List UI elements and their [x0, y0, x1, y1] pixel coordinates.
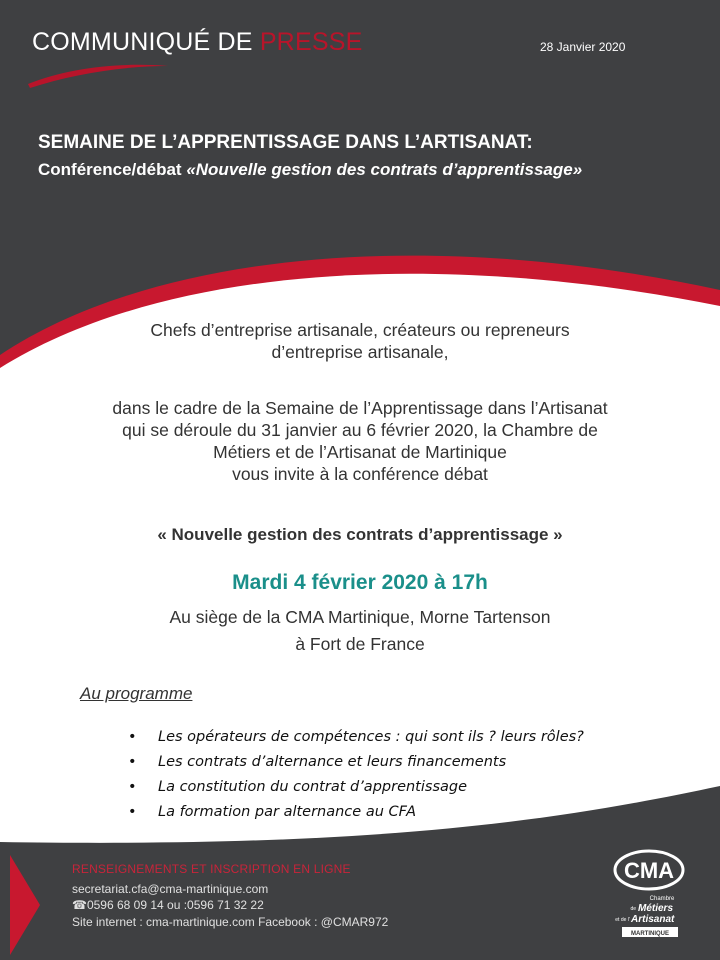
release-date: 28 Janvier 2020: [540, 40, 626, 54]
contact-email[interactable]: secretariat.cfa@cma-martinique.com: [72, 882, 269, 896]
list-item: [128, 726, 584, 751]
contact-phone: [72, 898, 264, 912]
logo-small-de: de: [630, 906, 636, 912]
heading-part-presse: PRESSE: [259, 28, 363, 56]
phone-icon: ☎: [72, 898, 87, 912]
list-item: [128, 801, 584, 826]
program-item-text: Les opérateurs de compétences : qui sont ils ? leurs rôles?: [158, 729, 584, 745]
headline-title: SEMAINE DE L’APPRENTISSAGE DANS L’ARTISANAT:: [38, 132, 533, 153]
subtitle-italic: «Nouvelle gestion des contrats d’apprentissage»: [186, 160, 583, 179]
contact-website-facebook[interactable]: Site internet : cma-martinique.com Facebook : @CMAR972: [72, 915, 389, 929]
heading-swoosh-decoration: [28, 58, 168, 88]
bullet-icon: •: [128, 729, 137, 745]
logo-line-chambre: Chambre: [649, 896, 675, 902]
list-item: [128, 751, 584, 776]
program-list: [128, 726, 584, 826]
list-item: [128, 776, 584, 801]
logo-mark: CMA: [623, 858, 675, 883]
program-item-text: Les contrats d’alternance et leurs financements: [158, 754, 507, 770]
logo-line-martinique: MARTINIQUE: [631, 931, 669, 937]
phone-numbers: 0596 68 09 14 ou :0596 71 32 22: [86, 898, 264, 912]
intro-line: Chefs d’entreprise artisanale, créateurs ou repreneurs: [150, 320, 570, 340]
bullet-icon: •: [128, 779, 137, 795]
play-triangle-decoration: [10, 855, 40, 955]
bullet-icon: •: [128, 804, 137, 820]
logo-small-etde: et de l’: [615, 917, 630, 923]
body-line: qui se déroule du 31 janvier au 6 février 2020, la Chambre de: [122, 420, 598, 440]
heading-part-communique: COMMUNIQUÉ DE: [32, 28, 260, 56]
conference-title: « Nouvelle gestion des contrats d’apprentissage »: [157, 525, 563, 544]
logo-line-artisanat: Artisanat: [631, 914, 675, 925]
logo-line-metiers: Métiers: [638, 903, 674, 914]
event-date: Mardi 4 février 2020 à 17h: [232, 571, 488, 594]
intro-line: d’entreprise artisanale,: [271, 342, 449, 362]
footer-info-label: RENSEIGNEMENTS ET INSCRIPTION EN LIGNE: [72, 862, 351, 876]
body-line: vous invite à la conférence débat: [232, 464, 488, 484]
cma-logo: [608, 848, 690, 940]
press-release-heading: [32, 28, 362, 57]
location-line: Au siège de la CMA Martinique, Morne Tartenson: [169, 607, 551, 627]
program-title: Au programme: [80, 684, 193, 703]
bullet-icon: •: [128, 754, 137, 770]
subtitle-prefix: Conférence/débat: [38, 160, 187, 179]
program-item-text: La constitution du contrat d’apprentissage: [158, 779, 468, 795]
intro-paragraph: [0, 319, 720, 363]
event-location: [0, 604, 720, 658]
body-paragraph: [0, 397, 720, 485]
program-item-text: La formation par alternance au CFA: [158, 804, 417, 820]
location-line: à Fort de France: [295, 634, 425, 654]
body-line: Métiers et de l’Artisanat de Martinique: [213, 442, 507, 462]
headline-subtitle: [38, 160, 718, 180]
body-line: dans le cadre de la Semaine de l’Apprentissage dans l’Artisanat: [112, 398, 608, 418]
